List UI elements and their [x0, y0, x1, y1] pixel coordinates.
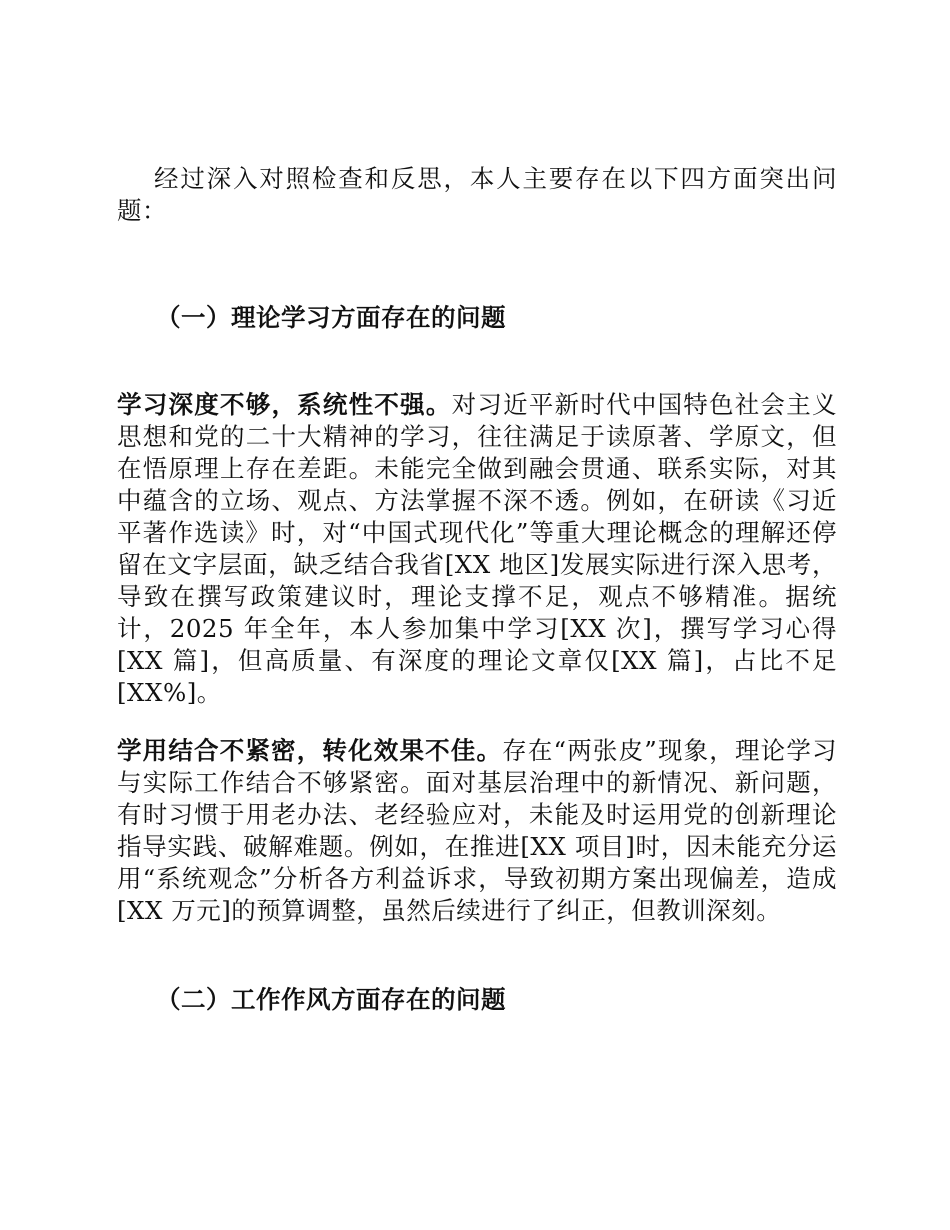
paragraph-body: 存在“两张皮”现象，理论学习与实际工作结合不够紧密。面对基层治理中的新情况、新问题，有时习惯于用老办法、老经验应对，未能及时运用党的创新理论指导实践、破解难题。例如，在推进[XX 项目]时，因未能充分运用“系统观念”分析各方利益诉求，导致初期方案出现偏差，造成[XX 万元]的预算调整，虽然后续进行了纠正，但教训深刻。 — [117, 736, 837, 925]
paragraph-study-depth — [117, 389, 837, 709]
intro-paragraph: 经过深入对照检查和反思，本人主要存在以下四方面突出问题： — [117, 164, 837, 225]
paragraph-lead: 学习深度不够，系统性不强。 — [117, 390, 452, 419]
paragraph-body: 对习近平新时代中国特色社会主义思想和党的二十大精神的学习，往往满足于读原著、学原文，但在悟原理上存在差距。未能完全做到融会贯通、联系实际，对其中蕴含的立场、观点、方法掌握不深不透。例如，在研读《习近平著作选读》时，对“中国式现代化”等重大理论概念的理解还停留在文字层面，缺乏结合我省[XX 地区]发展实际进行深入思考，导致在撰写政策建议时，理论支撑不足，观点不够精准。据统计，2025 年全年，本人参加集中学习[XX 次]，撰写学习心得[XX 篇]，但高质量、有深度的理论文章仅[XX 篇]，占比不足[XX%]。 — [117, 390, 838, 707]
section-heading-theory-study: （一）理论学习方面存在的问题 — [156, 303, 506, 332]
paragraph-lead: 学用结合不紧密，转化效果不佳。 — [117, 736, 503, 765]
section-heading-work-style: （二）工作作风方面存在的问题 — [156, 985, 506, 1014]
paragraph-study-application — [117, 735, 837, 927]
